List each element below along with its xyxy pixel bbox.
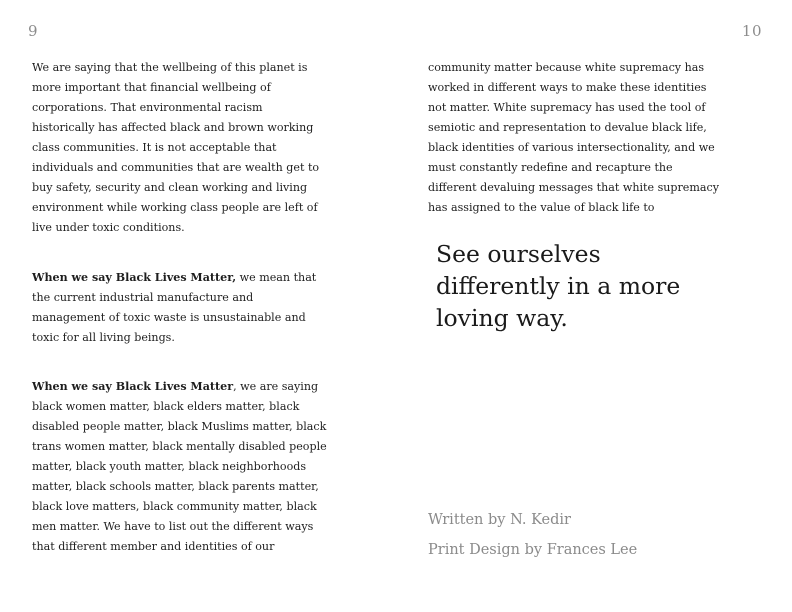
paragraph-toxic-waste bbox=[32, 268, 372, 348]
text-line: not matter. White supremacy has used the tool of bbox=[428, 101, 706, 114]
text-line bbox=[32, 268, 372, 288]
text-line: that different member and identities of our bbox=[32, 540, 275, 553]
text-line: more important that financial wellbeing of bbox=[32, 81, 271, 94]
design-credit: Print Design by Frances Lee bbox=[428, 542, 638, 558]
text-line: different devaluing messages that white supremacy bbox=[428, 181, 719, 194]
text-line: individuals and communities that are wealth get to bbox=[32, 161, 320, 174]
text-line: trans women matter, black mentally disabled people bbox=[32, 440, 327, 453]
text-line: We are saying that the wellbeing of this planet is bbox=[32, 61, 308, 74]
page-number-right: 10 bbox=[741, 22, 762, 40]
pull-quote-line: See ourselves bbox=[436, 240, 601, 268]
author-credit: Written by N. Kedir bbox=[428, 512, 571, 528]
text-line: worked in different ways to make these identities bbox=[428, 81, 707, 94]
text-line: matter, black schools matter, black parents matter, bbox=[32, 480, 319, 493]
bold-lead: When we say Black Lives Matter bbox=[32, 380, 234, 393]
text-line: management of toxic waste is unsustainable and bbox=[32, 311, 306, 324]
text-line: matter, black youth matter, black neighborhoods bbox=[32, 460, 307, 473]
text-line: men matter. We have to list out the different ways bbox=[32, 520, 314, 533]
text-line: black identities of various intersectionality, and we bbox=[428, 141, 715, 154]
text-line: semiotic and representation to devalue black life, bbox=[428, 121, 707, 134]
pull-quote-line: loving way. bbox=[436, 304, 568, 332]
text-line: has assigned to the value of black life to bbox=[428, 201, 655, 214]
text-line: toxic for all living beings. bbox=[32, 331, 175, 344]
page-number-left: 9 bbox=[28, 22, 39, 40]
text-line: environment while working class people are left of bbox=[32, 201, 318, 214]
text-line: class communities. It is not acceptable that bbox=[32, 141, 277, 154]
right-column bbox=[428, 58, 768, 218]
text-line bbox=[32, 377, 372, 397]
credits bbox=[428, 505, 637, 565]
text-line: live under toxic conditions. bbox=[32, 221, 185, 234]
lead-continuation: we mean that bbox=[236, 271, 317, 284]
paragraph-wellbeing bbox=[32, 58, 372, 238]
pull-quote bbox=[436, 238, 766, 334]
paragraph-identities bbox=[32, 377, 372, 557]
bold-lead: When we say Black Lives Matter, bbox=[32, 271, 237, 284]
text-line: corporations. That environmental racism bbox=[32, 101, 263, 114]
text-line: the current industrial manufacture and bbox=[32, 291, 254, 304]
text-line: must constantly redefine and recapture the bbox=[428, 161, 673, 174]
text-line: historically has affected black and brown working bbox=[32, 121, 314, 134]
text-line: black women matter, black elders matter, black bbox=[32, 400, 300, 413]
text-line: community matter because white supremacy has bbox=[428, 61, 705, 74]
text-line: buy safety, security and clean working and living bbox=[32, 181, 308, 194]
paragraph-white-supremacy bbox=[428, 58, 768, 218]
pull-quote-line: differently in a more bbox=[436, 272, 681, 300]
text-line: disabled people matter, black Muslims matter, black bbox=[32, 420, 327, 433]
text-line: black love matters, black community matter, black bbox=[32, 500, 317, 513]
lead-continuation: , we are saying bbox=[233, 380, 319, 393]
left-column bbox=[32, 58, 372, 557]
